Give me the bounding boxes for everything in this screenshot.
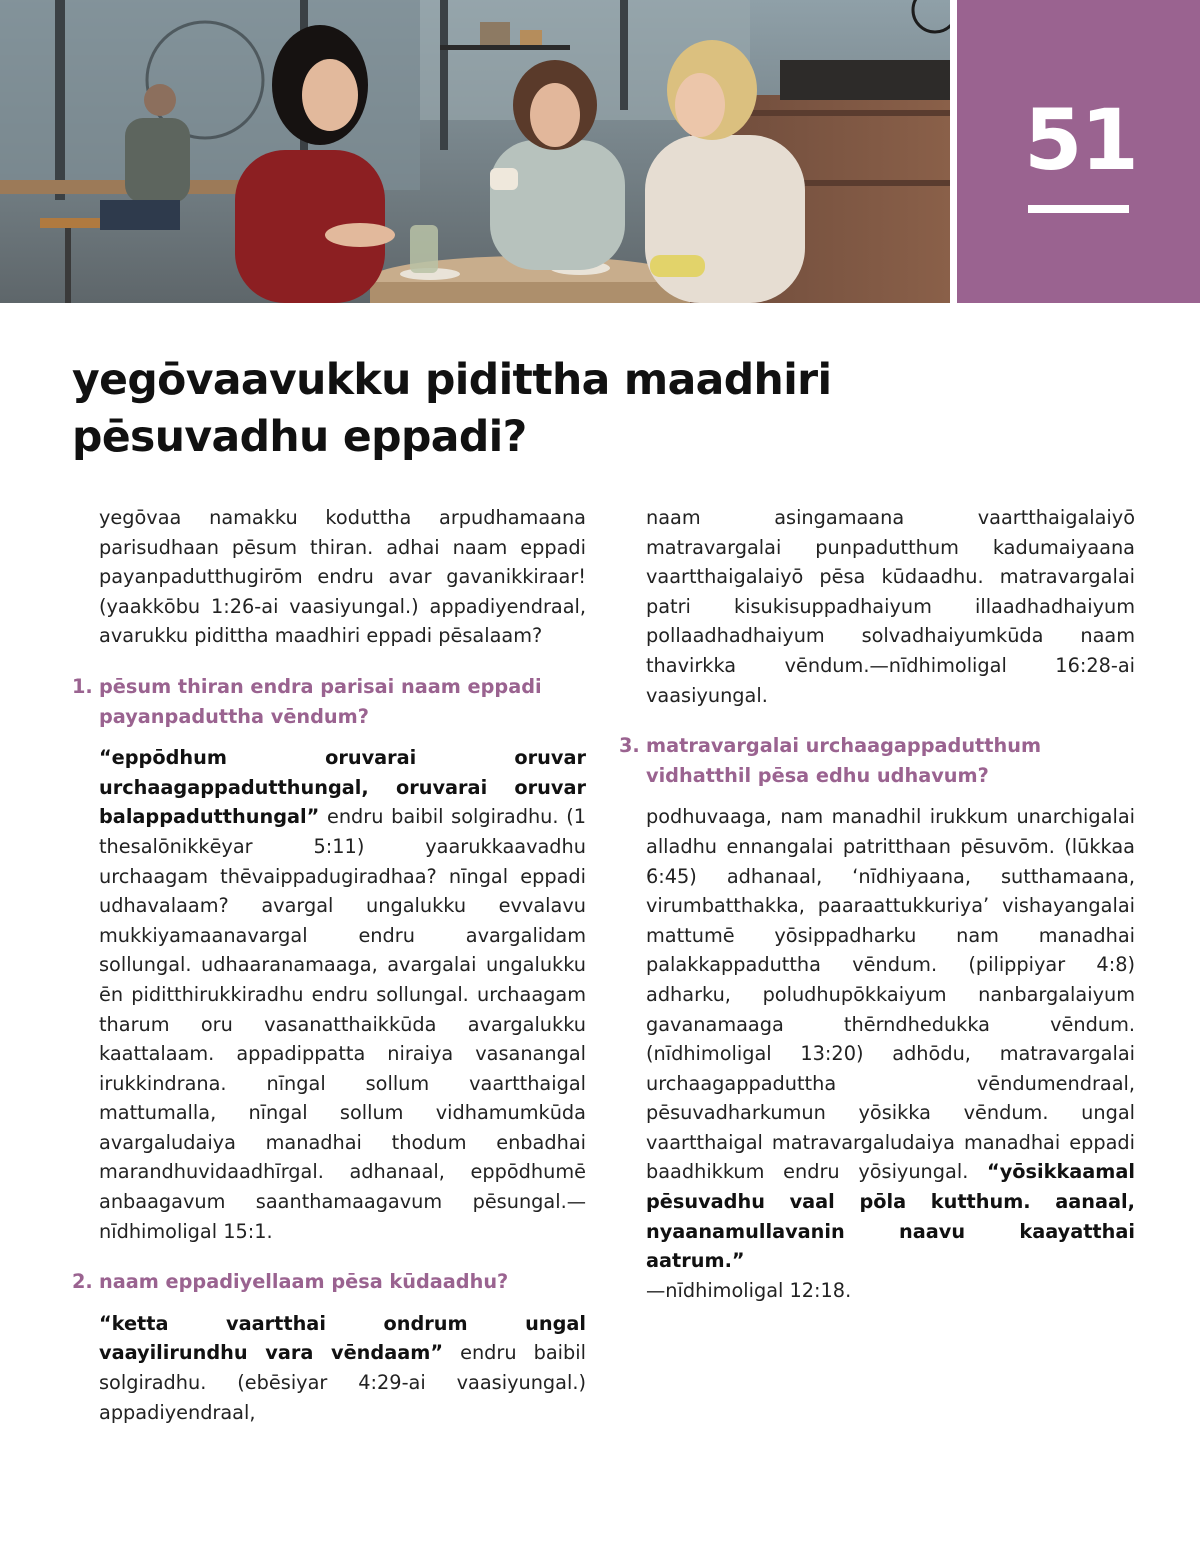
lesson-number-underline [1028,205,1129,213]
lesson-number-badge [957,0,1200,303]
answer-2-paragraph-start [72,1309,586,1427]
intro-paragraph: yegōvaa namakku koduttha arpudhamaana parisudhaan pēsum thiran. adhai naam eppadi payanpadutthugirōm endru avar gavanikkiraar! (yaakkōbu 1:26-ai vaasiyungal.) appadiyendraal, avarukku pidittha maadhiri eppadi pēsalaam? [99,506,586,648]
answer-3-paragraph [619,802,1135,1305]
answer-3-quote: “yōsikkaamal pēsuvadhu vaal pōla kutthum. aanaal, nyaanamullavanin naavu kaayatthai aatrum.” [646,1160,1135,1273]
question-1-heading [72,672,586,731]
cafe-scene-illustration [0,0,950,303]
question-3-heading [619,731,1135,790]
answer-2-paragraph-continued: naam asingamaana vaartthaigalaiyō matravargalai punpadutthum kadumaiyaana vaartthaigalaiyō pēsa kūdaadhu. matravargalai patri kisukisuppadhaiyum illaadhadhaiyum pollaadhadhaiyum solvadhaiyumkūda naam thavirkka vēndum.—nīdhimoligal 16:28-ai vaasiyungal. [646,506,1135,707]
left-column [72,503,586,1427]
question-3-text: matravargalai urchaagappadutthum vidhatthil pēsa edhu udhavum? [646,734,1042,787]
page-title-line-1: yegōvaavukku pidittha maadhiri [72,356,832,405]
right-column [619,503,1135,1305]
page-title-line-2: pēsuvadhu eppadi? [72,413,527,462]
cafe-photo [0,0,950,303]
answer-3-body: podhuvaaga, nam manadhil irukkum unarchigalai alladhu ennangalai patritthaan pēsuvōm. (lūkkaa 6:45) adhanaal, ‘nīdhiyaana, sutthamaana, virumbatthakka, paaraattukkuriya’ vishayangalai mattumē yōsippadharku nam manadhai palakkappaduttha vēndum. (pilippiyar 4:8) adharku, poludhupōkkaiyum nanbargalaiyum gavanamaaga thērndhedukka vēndum. (nīdhimoligal 13:20) adhōdu, matravargalai urchaagappaduttha vēndumendraal, pēsuvadharkumun yōsikka vēndum. ungal vaartthaigal matravargaludaiya manadhai eppadi baadhikkum endru yōsiyungal. [646,805,1135,1184]
answer-2-body-start: endru baibil solgiradhu. (ebēsiyar 4:29-ai vaasiyungal.) appadiyendraal, [99,1341,586,1424]
question-2-text: naam eppadiyellaam pēsa kūdaadhu? [99,1270,509,1294]
answer-2-quote: “ketta vaartthai ondrum ungal vaayilirundhu vara vēndaam” [99,1311,586,1365]
answer-3-citation: —nīdhimoligal 12:18. [646,1278,852,1302]
question-3-number: 3. [619,734,640,758]
question-2-heading [72,1267,586,1297]
answer-1-body: endru baibil solgiradhu. (1 thesalōnikkēyar 5:11) yaarukkaavadhu urchaagam thēvaippadugiradhaa? nīngal eppadi udhavalaam? avargal ungalukku evvalavu mukkiyamaanavargal endru avargalidam sollungal. udhaaranamaaga, avargalai ungalukku ēn piditthirukkiradhu endru sollungal. urchaagam tharum oru vasanatthaikkūda avargalukku kaattalaam. appadippatta niraiya vasanangal irukkindrana. nīngal sollum vaartthaigal mattumalla, nīngal sollum vidhamumkūda avargaludaiya manadhai thodum enbadhai marandhuvidaadhīrgal. adhanaal, eppōdhumē anbaagavum saanthamaagavum pēsungal.—nīdhimoligal 15:1. [99,805,586,1243]
lesson-number: 51 [1024,91,1137,189]
question-2-number: 2. [72,1270,93,1294]
answer-1-paragraph [72,743,586,1246]
page-title [72,352,1072,466]
question-1-text: pēsum thiran endra parisai naam eppadi payanpaduttha vēndum? [99,674,542,728]
answer-1-quote: “eppōdhum oruvarai oruvar urchaagappadutthungal, oruvarai oruvar balappadutthungal” [99,746,586,829]
question-1-number: 1. [72,674,93,698]
